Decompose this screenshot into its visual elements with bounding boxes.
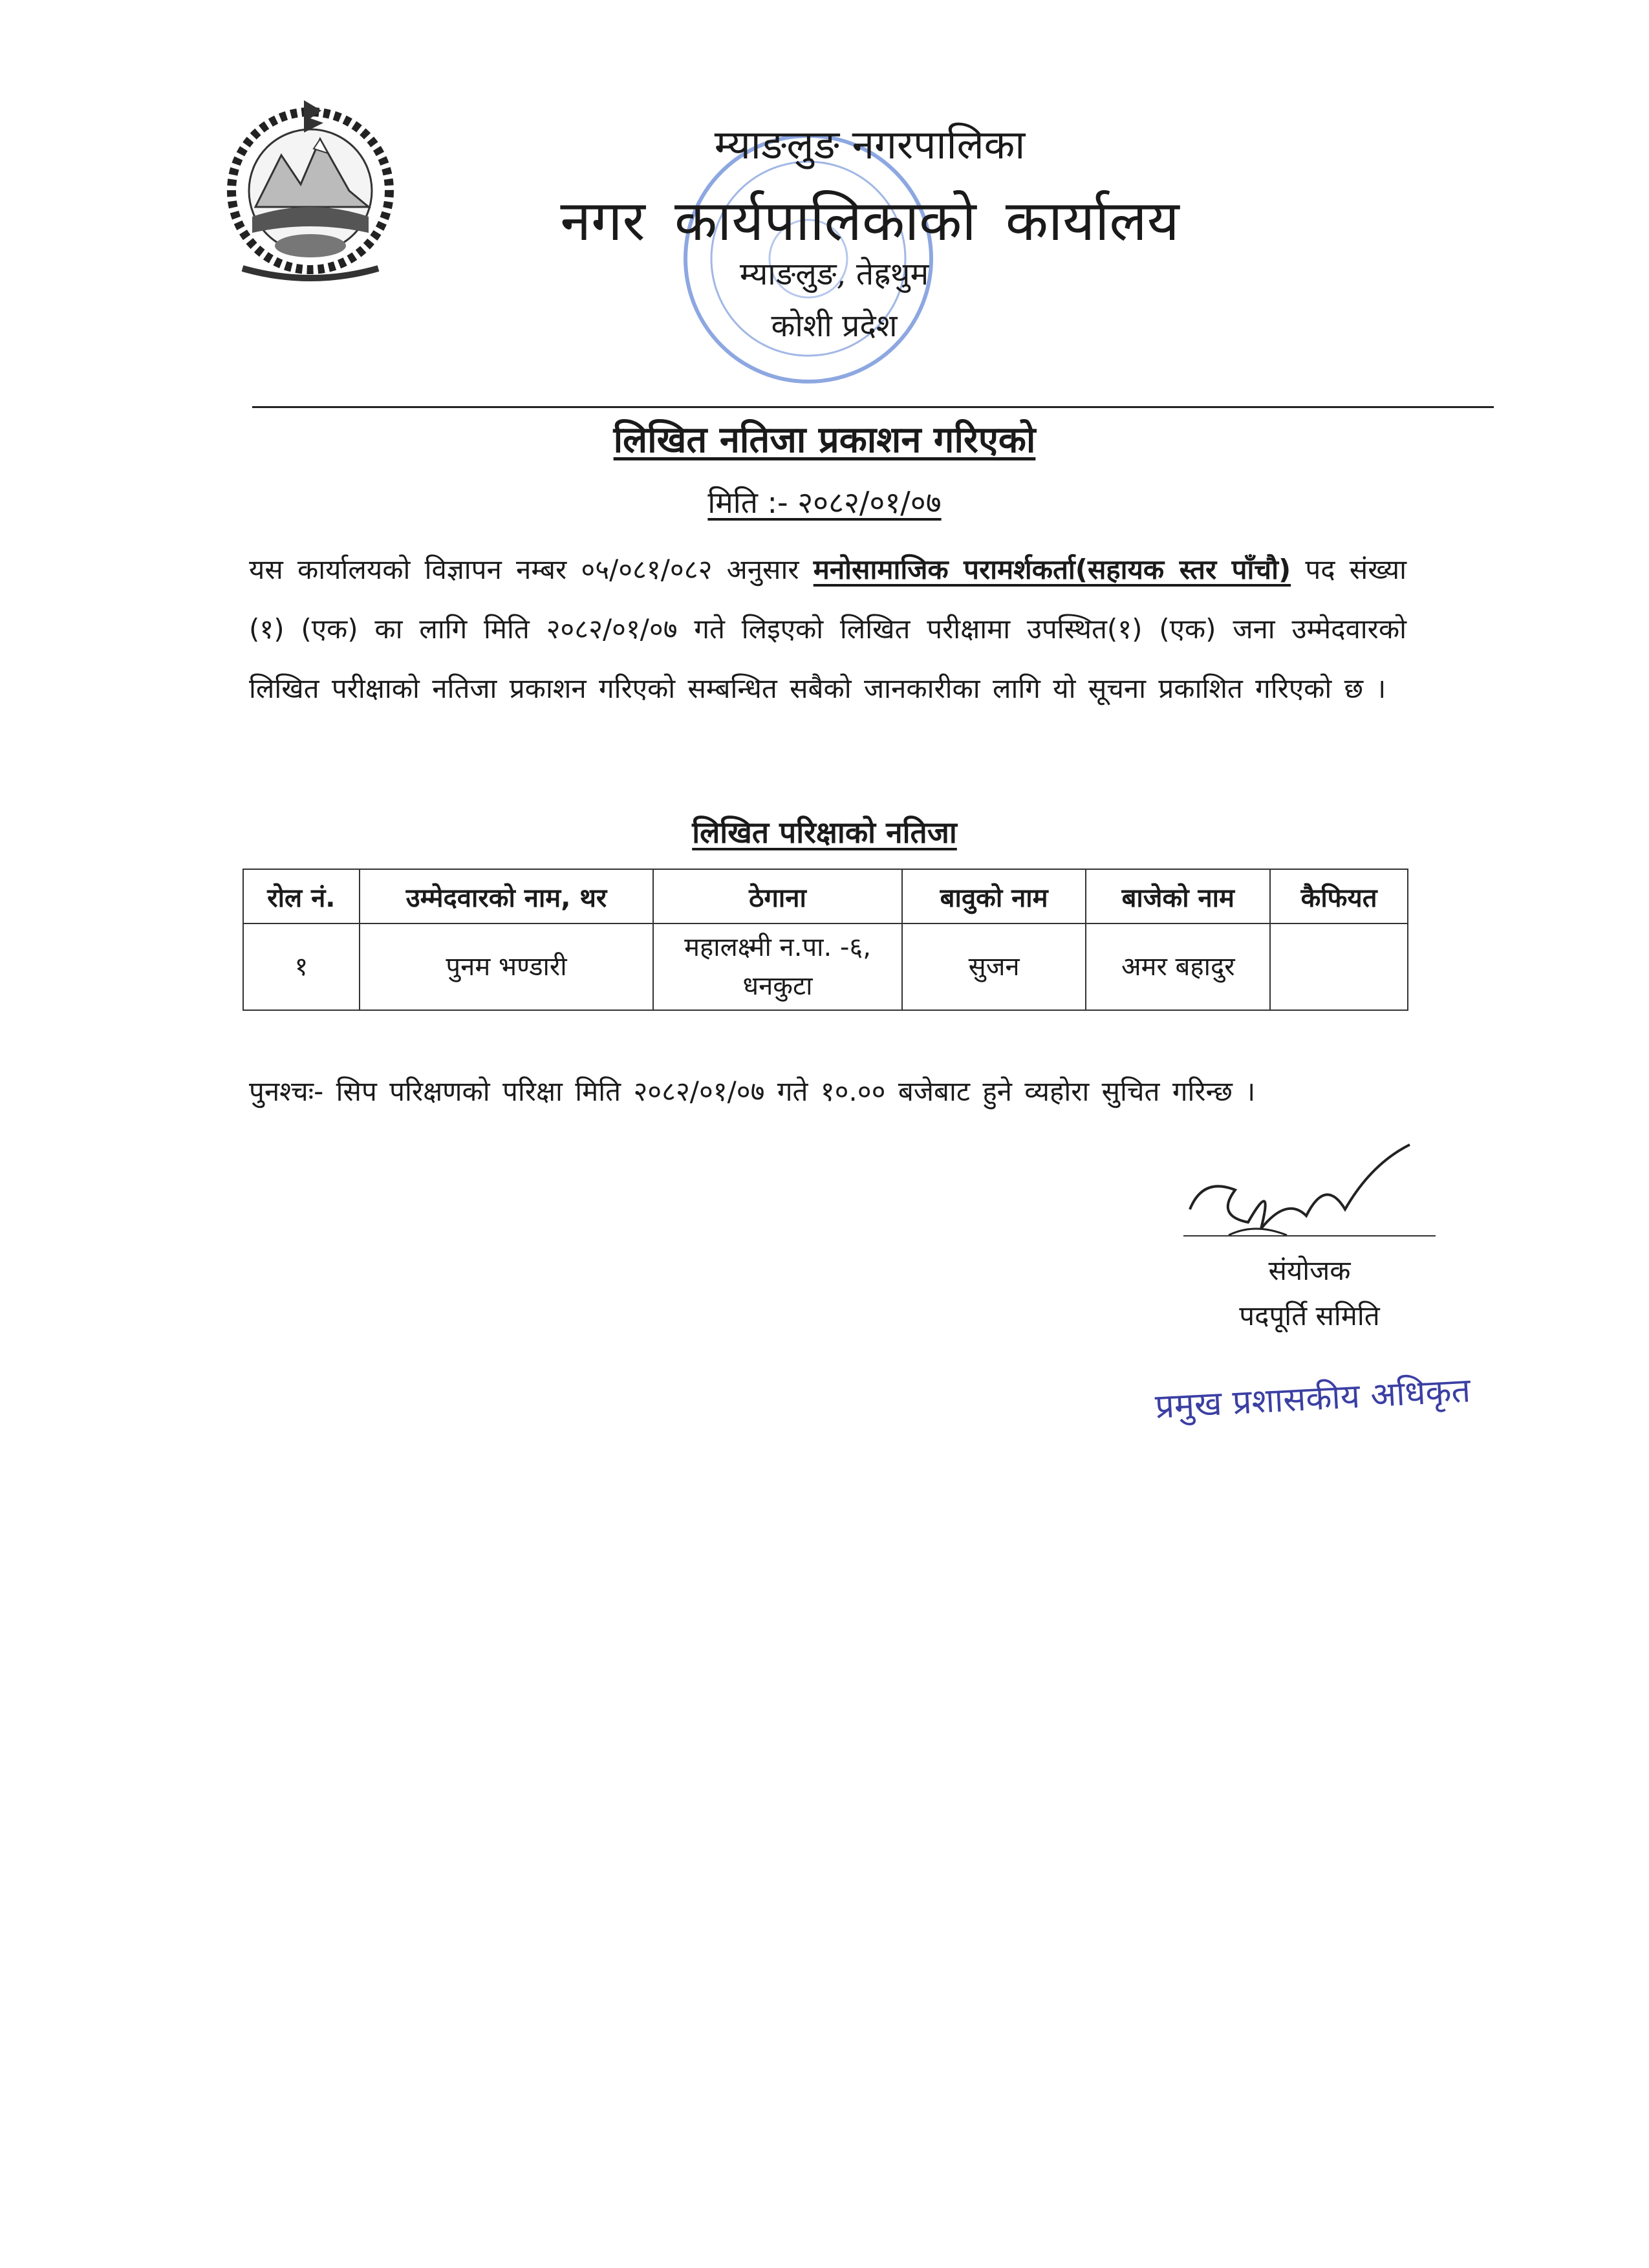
col-grandfather-header: बाजेको नाम — [1086, 869, 1270, 923]
table-caption: लिखित परिक्षाको नतिजा — [692, 815, 957, 850]
signatory-role: संयोजक — [1268, 1255, 1351, 1286]
table-row — [243, 923, 1408, 1010]
cell-grandfather: अमर बहादुर — [1086, 923, 1270, 1010]
header-divider — [252, 406, 1494, 408]
cell-remarks — [1270, 923, 1408, 1010]
cell-roll: १ — [243, 923, 360, 1010]
notice-date: मिति :- २०८२/०१/०७ — [707, 485, 942, 520]
col-remarks-header: कैफियत — [1270, 869, 1408, 923]
cell-address-line2: धनकुटा — [742, 971, 813, 1001]
cell-name: पुनम भण्डारी — [360, 923, 653, 1010]
address-line-1: म्याङलुङ, तेह्रथुम — [739, 256, 929, 292]
col-address-header: ठेगाना — [653, 869, 902, 923]
col-name-header: उम्मेदवारको नाम, थर — [360, 869, 653, 923]
col-father-header: बावुको नाम — [902, 869, 1086, 923]
col-roll-header: रोल नं. — [243, 869, 360, 923]
body-text-end: पद संख्या (१) (एक) का लागि मिति २०८२/०१/०७ गते लिइएको लिखित परीक्षामा उपस्थित(१) (एक) जना उम्मेदवारको लिखित परीक्षाको नतिजा प्रकाशन गरिएको सम्बन्धित सबैको जानकारीका लागि यो सूचना प्रकाशित गरिएको छ । — [249, 554, 1407, 704]
municipality-name: म्याङलुङ नगरपालिका — [714, 121, 1026, 168]
body-text-start: यस कार्यालयको विज्ञापन नम्बर ०५/०८१/०८२ अनुसार — [249, 554, 814, 585]
office-name: नगर कार्यपालिकाको कार्यालय — [560, 189, 1180, 254]
post-name: मनोसामाजिक परामर्शकर्ता(सहायक स्तर पाँचौ) — [813, 554, 1291, 585]
signatory-committee: पदपूर्ति समिति — [1239, 1300, 1380, 1332]
signature-line — [1183, 1235, 1436, 1237]
address-line-2: कोशी प्रदेश — [771, 308, 898, 344]
handwritten-signature — [1177, 1138, 1423, 1255]
table-header-row — [243, 869, 1408, 923]
cell-father: सुजन — [902, 923, 1086, 1010]
notice-body — [249, 540, 1406, 718]
cao-stamp: प्रमुख प्रशासकीय अधिकृत — [1154, 1371, 1472, 1427]
cell-address — [653, 923, 902, 1010]
results-table — [242, 869, 1408, 1011]
cell-address-line1: महालक्ष्मी न.पा. -६, — [684, 933, 871, 962]
postscript: पुनश्चः- सिप परिक्षणको परिक्षा मिति २०८२/०१/०७ गते १०.०० बजेबाट हुने व्यहोरा सुचित गरिन्छ । — [249, 1075, 1256, 1107]
notice-heading: लिखित नतिजा प्रकाशन गरिएको — [613, 419, 1036, 461]
